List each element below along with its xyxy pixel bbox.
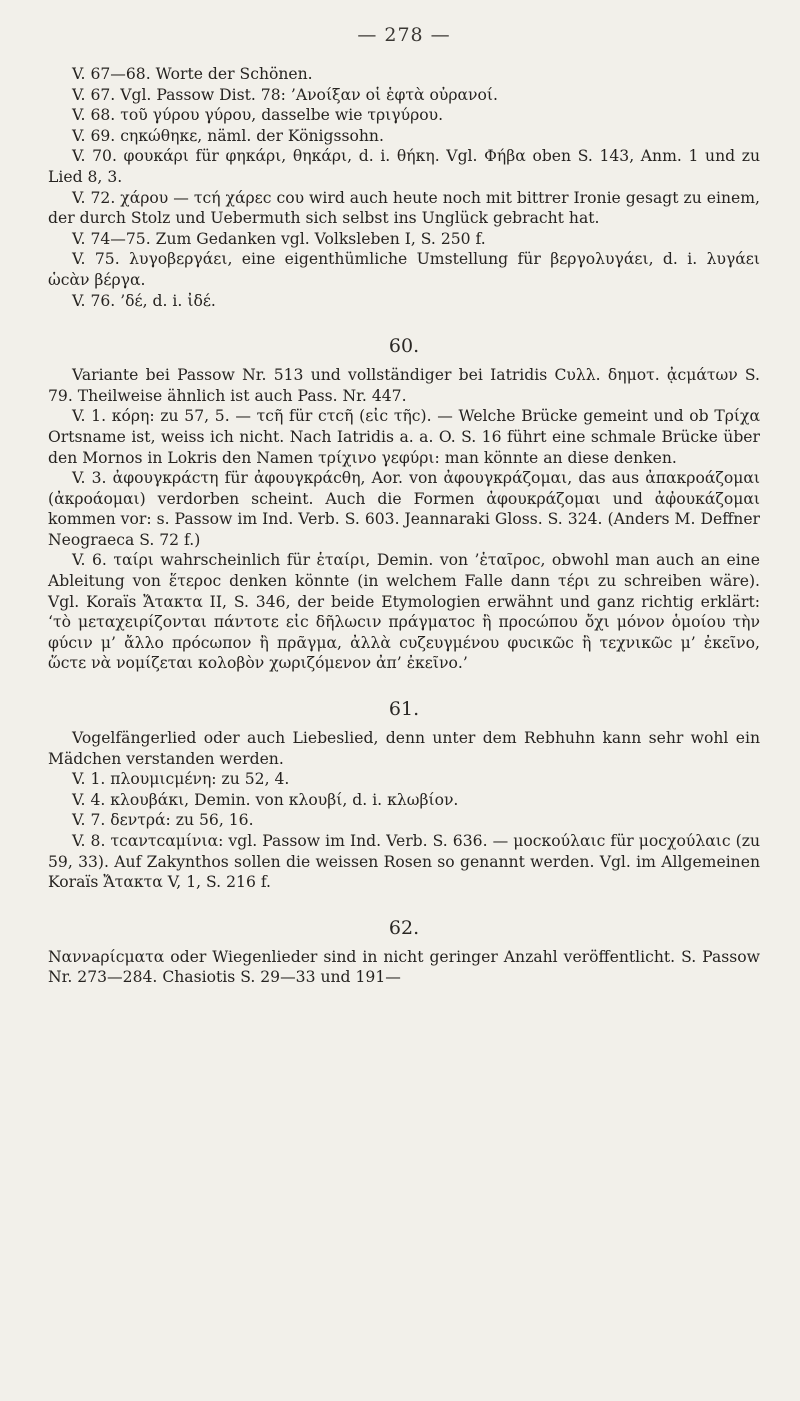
page-body: [48, 64, 760, 988]
verse-note: V. 70. φουκάρι für φηκάρι, θηκάρι, d. i. θήκη. Vgl. Φήβα oben S. 143, Anm. 1 und zu Lied 8, 3.: [48, 147, 760, 186]
page-number: — 278 —: [357, 24, 451, 46]
verse-note: V. 67. Vgl. Passow Dist. 78: ’Ανοίξαν οἱ ἑφτὰ οὐρανοί.: [72, 85, 498, 104]
section-intro-paragraph: Variante bei Passow Nr. 513 und vollständiger bei Iatridis Cυλλ. δημοτ. ᾀcμάτων S. 79. Theilweise ähnlich ist auch Pass. Nr. 447.: [48, 366, 760, 405]
verse-note: V. 7. δεντρά: zu 56, 16.: [72, 811, 254, 830]
verse-note: V. 72. χάρου — τcή χάρεc cου wird auch heute noch mit bittrer Ironie gesagt zu einem, der durch Stolz und Uebermuth sich selbst ins Unglück gebracht hat.: [48, 188, 760, 228]
verse-note: V. 6. ταίρι wahrscheinlich für ἑταίρι, Demin. von ’ἑταῖροc, obwohl man auch an eine Ableitung von ἕτεροc denken könnte (in welchem Falle dann τέρι zu schreiben wäre). Vgl. Koraïs Ἄτακτα II, S. 346, der beide Etymologien erwähnt und ganz richtig erklärt: ‘τὸ μεταχειρίζονται πάντοτε εἰc δῆλωcιν πράγματοc ἢ προcώπου ὄχι μόνον ὁμοίου τὴν φύcιν μ’ ἄλλο πρόcωπον ἢ πρᾶγμα, ἀλλὰ cυζευγμένου φυcικῶc ἢ τεχνικῶc μ’ ἐκεῖνο, ὥcτε νὰ νομίζεται κολοβὸν χωριζόμενον ἀπ’ ἐκεῖνο.’: [48, 551, 760, 673]
verse-note: V. 8. τcαντcαμίνια: vgl. Passow im Ind. Verb. S. 636. — μοcκούλαιc für μοcχούλαιc (zu 59, 33). Auf Zakynthos sollen die weissen Rosen so genannt werden. Vgl. im Allgemeinen Koraïs Ἄτακτα V, 1, S. 216 f.: [48, 832, 760, 892]
verse-note: V. 1. κόρη: zu 57, 5. — τcῆ für cτcῆ (εἰc τῆc). — Welche Brücke gemeint und ob Τρίχα Ortsname ist, weiss ich nicht. Nach Iatridis a. a. O. S. 16 führt eine schmale Brücke über den Mornos in Lokris den Namen τρίχινο γεφύρι: man könnte an diese denken.: [48, 407, 760, 467]
verse-note: V. 3. ἀφουγκράcτη für ἀφουγκράcθη, Aor. von ἀφουγκράζομαι, das aus ἀπακροάζομαι (ἀκροάομαι) verdorben scheint. Auch die Formen ἀφουκράζομαι und ἀφ̓ουκάζομαι kommen vor: s. Passow im Ind. Verb. S. 603. Jeannaraki Gloss. S. 324. (Anders M. Deffner Neograeca S. 72 f.): [48, 469, 760, 549]
verse-note: V. 1. πλουμιcμένη: zu 52, 4.: [72, 770, 290, 789]
section-number: 62.: [388, 916, 420, 939]
section-intro-paragraph: Ναννaρίcματα oder Wiegenlieder sind in nicht geringer Anzahl veröffentlicht. S. Passow Nr. 273—284. Chasiotis S. 29—33 und 191—: [48, 947, 760, 987]
verse-note: V. 68. τοῦ γύρου γύρου, dasselbe wie τριγύρου.: [72, 106, 444, 125]
verse-note: V. 74—75. Zum Gedanken vgl. Volksleben I, S. 250 f.: [72, 229, 486, 248]
verse-note: V. 67—68. Worte der Schönen.: [72, 65, 313, 83]
verse-note: V. 76. ’δέ, d. i. ἰδέ.: [72, 291, 216, 310]
section-number: 60.: [388, 335, 420, 358]
section-number: 61.: [388, 698, 420, 721]
verse-note: V. 4. κλουβάκι, Demin. von κλουβί, d. i. κλωβίον.: [72, 790, 459, 809]
section-intro-paragraph: Vogelfängerlied oder auch Liebeslied, denn unter dem Rebhuhn kann sehr wohl ein Mädchen verstanden werden.: [48, 729, 760, 768]
verse-note: V. 75. λυγοβεργάει, eine eigenthümliche Umstellung für βεργολυγάει, d. i. λυγάει ὡcὰν βέργα.: [48, 250, 760, 289]
verse-note: V. 69. cηκώθηκε, näml. der Königssohn.: [72, 126, 384, 145]
